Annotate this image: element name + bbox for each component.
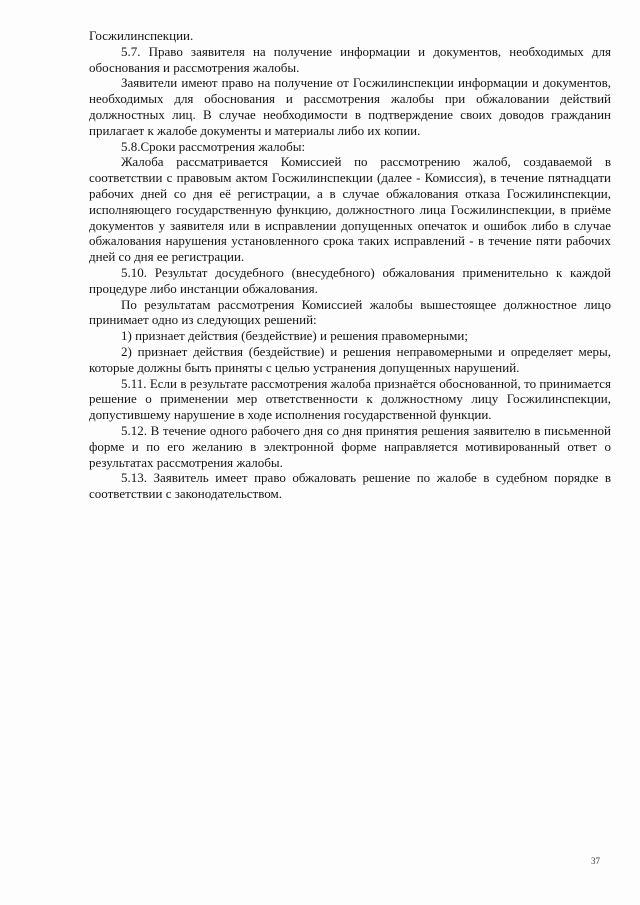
paragraph-decision-1: 1) признает действия (бездействие) и решения правомерными; xyxy=(121,328,468,344)
body-text xyxy=(89,28,611,502)
page-number: 37 xyxy=(591,856,600,866)
paragraph-5-11: 5.11. Если в результате рассмотрения жалоба признаётся обоснованной, то принимается решение о применении мер ответственности к должностному лицу Госжилинспекции, допустившему нарушение в ходе исполнения государственной функции. xyxy=(89,375,611,423)
paragraph-decision-2: 2) признает действия (бездействие) и решения неправомерными и определяет меры, которые должны быть приняты с целью устранения допущенных нарушений. xyxy=(89,343,611,375)
paragraph-continuation: Госжилинспекции. xyxy=(89,28,194,43)
paragraph-5-13: 5.13. Заявитель имеет право обжаловать решение по жалобе в судебном порядке в соответствии с законодательством. xyxy=(89,470,611,502)
paragraph-5-8-heading: 5.8.Сроки рассмотрения жалобы: xyxy=(121,138,306,154)
paragraph-5-7-body: Заявители имеют право на получение от Госжилинспекции информации и документов, необходимых для обоснования и рассмотрения жалобы при обжаловании действий должностных лиц. В случае необходимости в подтверждение своих доводов гражданин прилагает к жалобе документы и материалы либо их копии. xyxy=(89,75,611,138)
paragraph-5-7-heading: 5.7. Право заявителя на получение информации и документов, необходимых для обоснования и рассмотрения жалобы. xyxy=(89,43,611,75)
paragraph-5-8-body: Жалоба рассматривается Комиссией по рассмотрению жалоб, создаваемой в соответствии с правовым актом Госжилинспекции (далее - Комиссия), в течение пятнадцати рабочих дней со дня её регистрации, а в случае обжалования отказа Госжилинспекции, исполняющего государственную функцию, должностного лица Госжилинспекции, в приёме документов у заявителя или в исправлении допущенных опечаток и ошибок либо в случае обжалования нарушения установленного срока таких исправлений - в течение пяти рабочих дней со дня ее регистрации. xyxy=(89,154,611,265)
paragraph-5-10-body: По результатам рассмотрения Комиссией жалобы вышестоящее должностное лицо принимает одно из следующих решений: xyxy=(89,296,611,328)
paragraph-5-12: 5.12. В течение одного рабочего дня со дня принятия решения заявителю в письменной форме и по его желанию в электронной форме направляется мотивированный ответ о результатах рассмотрения жалобы. xyxy=(89,422,611,470)
paragraph-5-10-heading: 5.10. Результат досудебного (внесудебного) обжалования применительно к каждой процедуре либо инстанции обжалования. xyxy=(89,264,611,296)
